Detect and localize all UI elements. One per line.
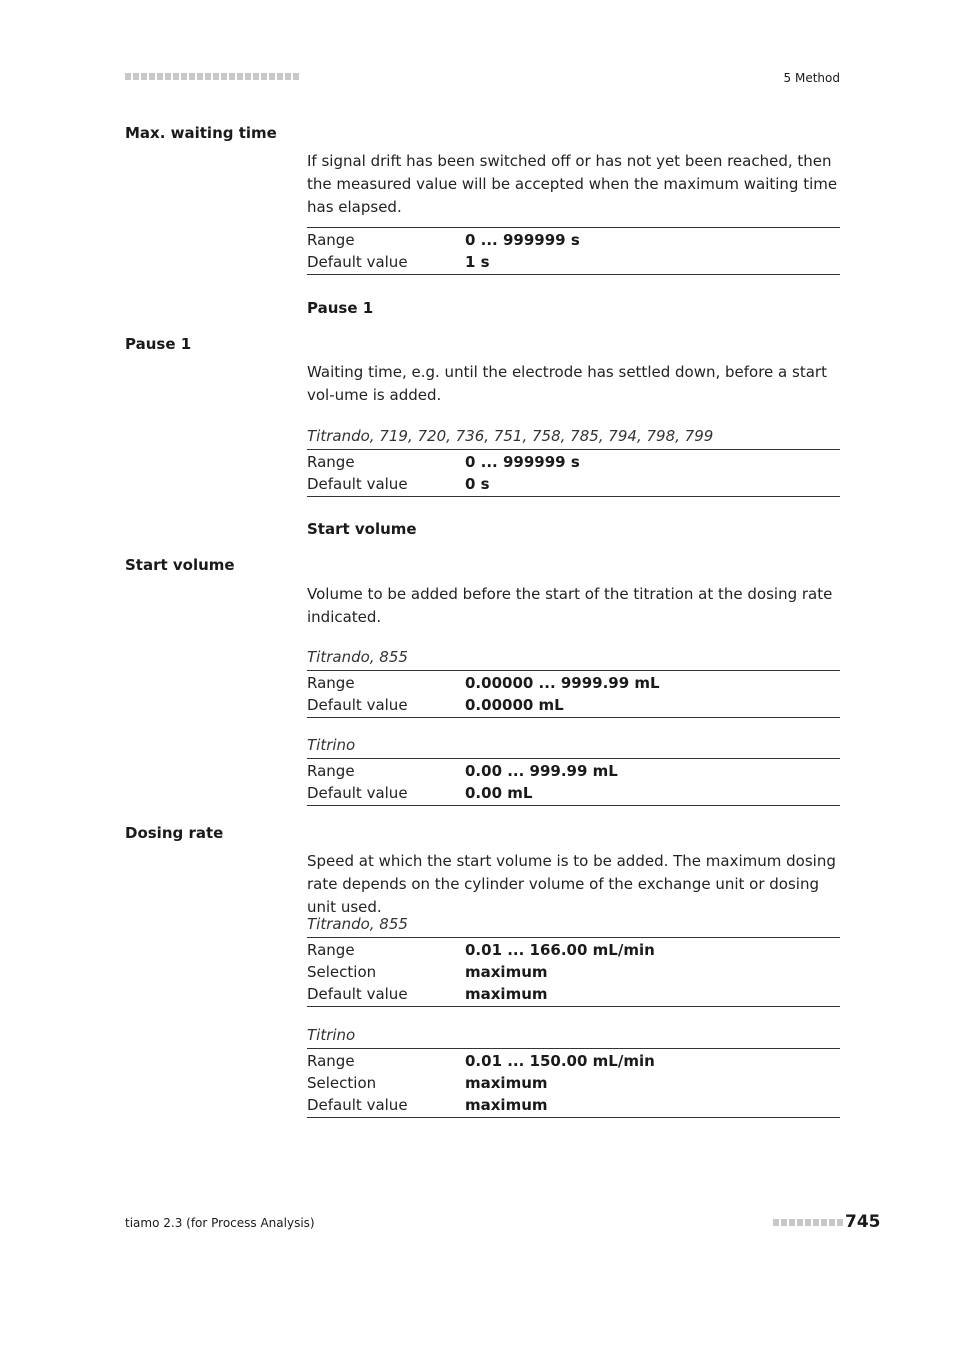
- param-label: Range: [307, 1052, 355, 1070]
- param-value: maximum: [465, 1096, 548, 1114]
- param-value: 0 ... 999999 s: [465, 231, 580, 249]
- section-title-pause-1: Pause 1: [125, 335, 192, 353]
- param-value: 0.01 ... 150.00 mL/min: [465, 1052, 655, 1070]
- table-row: [307, 1050, 840, 1072]
- table-row: [307, 229, 840, 251]
- param-value: 0.00000 mL: [465, 696, 564, 714]
- section-title-max-waiting-time: Max. waiting time: [125, 124, 277, 142]
- param-label: Range: [307, 674, 355, 692]
- max-waiting-time-table: [307, 227, 840, 275]
- param-label: Default value: [307, 253, 408, 271]
- param-label: Range: [307, 453, 355, 471]
- param-value: 0 ... 999999 s: [465, 453, 580, 471]
- param-label: Default value: [307, 696, 408, 714]
- param-value: maximum: [465, 985, 548, 1003]
- dosing-rate-device-condition-1: Titrando, 855: [307, 915, 408, 933]
- table-row: [307, 961, 840, 983]
- param-label: Selection: [307, 963, 377, 981]
- table-row: [307, 672, 840, 694]
- pause-1-table: [307, 449, 840, 497]
- param-label: Range: [307, 231, 355, 249]
- start-volume-device-condition-1: Titrando, 855: [307, 648, 408, 666]
- param-value: 0.00000 ... 9999.99 mL: [465, 674, 660, 692]
- table-row: [307, 473, 840, 495]
- dosing-rate-table-1: [307, 937, 840, 1007]
- dosing-rate-table-2: [307, 1048, 840, 1118]
- param-value: 0 s: [465, 475, 490, 493]
- section-title-dosing-rate: Dosing rate: [125, 824, 224, 842]
- pause-1-description: Waiting time, e.g. until the electrode has settled down, before a start vol-ume is added.: [307, 363, 827, 404]
- start-volume-description: Volume to be added before the start of the titration at the dosing rate indicated.: [307, 585, 833, 626]
- param-value: 0.01 ... 166.00 mL/min: [465, 941, 655, 959]
- dosing-rate-device-condition-2: Titrino: [307, 1026, 356, 1044]
- pause-1-device-condition: Titrando, 719, 720, 736, 751, 758, 785, 794, 798, 799: [307, 427, 714, 445]
- param-label: Default value: [307, 784, 408, 802]
- param-value: maximum: [465, 1074, 548, 1092]
- table-row: [307, 251, 840, 273]
- start-volume-device-condition-2: Titrino: [307, 736, 356, 754]
- param-label: Default value: [307, 1096, 408, 1114]
- param-label: Range: [307, 762, 355, 780]
- section-title-start-volume: Start volume: [125, 556, 235, 574]
- param-value: 0.00 mL: [465, 784, 533, 802]
- param-value: 0.00 ... 999.99 mL: [465, 762, 618, 780]
- param-label: Selection: [307, 1074, 377, 1092]
- param-value: maximum: [465, 963, 548, 981]
- table-row: [307, 782, 840, 804]
- table-row: [307, 983, 840, 1005]
- chapter-title: 5 Method: [783, 71, 840, 85]
- subsection-title-start-volume: Start volume: [307, 520, 417, 538]
- table-row: [307, 760, 840, 782]
- table-row: [307, 1072, 840, 1094]
- table-row: [307, 451, 840, 473]
- footer-decoration: [773, 1219, 843, 1226]
- page-number: 745: [845, 1212, 881, 1232]
- header-decoration: [125, 73, 299, 82]
- start-volume-table-1: [307, 670, 840, 718]
- start-volume-table-2: [307, 758, 840, 806]
- param-label: Default value: [307, 985, 408, 1003]
- footer-product-name: tiamo 2.3 (for Process Analysis): [125, 1216, 315, 1230]
- max-waiting-time-description: If signal drift has been switched off or has not yet been reached, then the measured value will be accepted when the maximum waiting time has elapsed.: [307, 152, 838, 216]
- param-label: Range: [307, 941, 355, 959]
- table-row: [307, 1094, 840, 1116]
- param-label: Default value: [307, 475, 408, 493]
- table-row: [307, 694, 840, 716]
- param-value: 1 s: [465, 253, 490, 271]
- table-row: [307, 939, 840, 961]
- subsection-title-pause-1: Pause 1: [307, 299, 374, 317]
- dosing-rate-description: Speed at which the start volume is to be added. The maximum dosing rate depends on the cylinder volume of the exchange unit or dosing unit used.: [307, 852, 836, 916]
